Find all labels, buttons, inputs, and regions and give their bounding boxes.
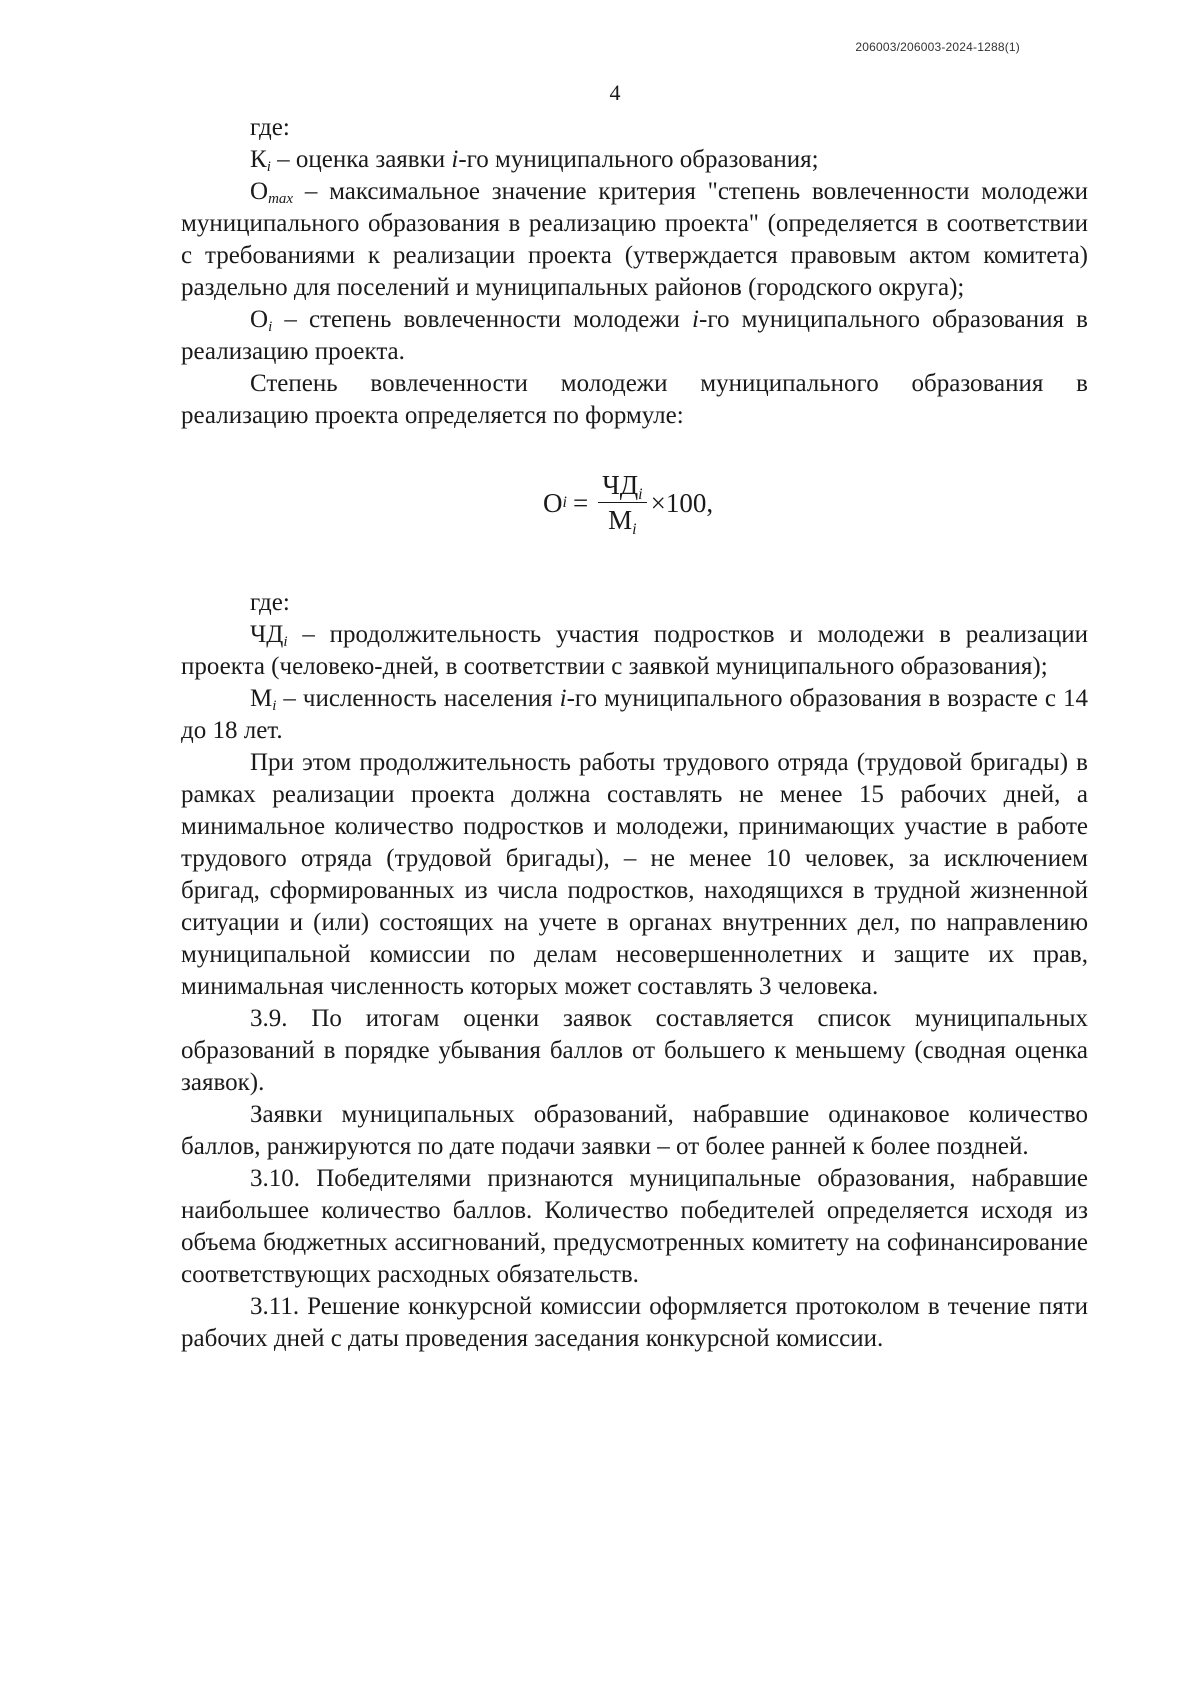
formula-lhs: О (543, 487, 563, 518)
formula-numerator: ЧДi (598, 470, 646, 503)
m-symbol: М (250, 685, 273, 712)
oi-subscript: i (268, 319, 273, 335)
k-symbol: К (250, 146, 267, 173)
formula-block (181, 432, 1088, 587)
document-body (181, 112, 1088, 1355)
paragraph-3-9: 3.9. По итогам оценки заявок составляется список муниципальных образований в порядке убывания баллов от большего к меньшему (сводная оценка заявок). (181, 1005, 1088, 1096)
formula-tail: ×100, (650, 487, 714, 518)
definition-oi: $О_i$ – степень вовлеченности молодежи i-го муниципального образования в реализацию проекта. (181, 306, 1088, 365)
omax-subscript: max (268, 191, 294, 207)
document-id: 206003/206003-2024-1288(1) (855, 40, 1020, 54)
formula-intro: Степень вовлеченности молодежи муниципального образования в реализацию проекта определяется по формуле: (181, 370, 1088, 429)
paragraph-3-10: 3.10. Победителями признаются муниципальные образования, набравшие наибольшее количество баллов. Количество победителей определяется исходя из объема бюджетных ассигнований, предусмотренных комитету на софинансирование соответствующих расходных обязательств. (181, 1165, 1088, 1288)
where-label-1: где: (250, 114, 290, 141)
chd-subscript: i (283, 634, 288, 650)
formula: О i = $\frac{\text{ЧДi}}{Мi}$ ×100, (543, 470, 714, 538)
page-number: 4 (609, 80, 621, 105)
k-subscript: i (266, 159, 271, 175)
chd-symbol: ЧД (250, 621, 284, 648)
definition-omax: $О_{max}$ – максимальное значение критерия "степень вовлеченности молодежи муниципального образования в реализацию проекта" (определяется в соответствии с требованиями к реализации проекта (утверждается правовым актом комитета) раздельно для поселений и муниципальных районов (городского округа); (181, 178, 1088, 301)
paragraph-duration: При этом продолжительность работы трудового отряда (трудовой бригады) в рамках реализации проекта должна составлять не менее 15 рабочих дней, а минимальное количество подростков и молодежи, принимающих участие в работе трудового отряда (трудовой бригады), – не менее 10 человек, за исключением бригад, сформированных из числа подростков, находящихся в трудной жизненной ситуации и (или) состоящих на учете в органах внутренних дел, по направлению муниципальной комиссии по делам несовершеннолетних и защите их прав, минимальная численность которых может составлять 3 человека. (181, 749, 1088, 1000)
formula-fraction (598, 470, 646, 538)
definition-k: $К_i$ – оценка заявки i-го муниципального образования; (250, 146, 819, 175)
formula-equals: = (572, 487, 589, 518)
formula-denominator: Мi (608, 505, 637, 538)
omax-symbol: О (250, 178, 269, 205)
oi-symbol: О (250, 306, 269, 333)
paragraph-3-11: 3.11. Решение конкурсной комиссии оформляется протоколом в течение пяти рабочих дней с даты проведения заседания конкурсной комиссии. (181, 1293, 1088, 1352)
definition-chd: $ЧД_i$ – продолжительность участия подростков и молодежи в реализации проекта (человеко-дней, в соответствии с заявкой муниципального образования); (181, 621, 1088, 680)
m-subscript: i (272, 698, 277, 714)
where-label-2: где: (250, 589, 290, 616)
definition-m: $М_i$ – численность населения i-го муниципального образования в возрасте с 14 до 18 лет. (181, 685, 1088, 744)
paragraph-equal-scores: Заявки муниципальных образований, набравшие одинаковое количество баллов, ранжируются по дате подачи заявки – от более ранней к более поздней. (181, 1101, 1088, 1160)
